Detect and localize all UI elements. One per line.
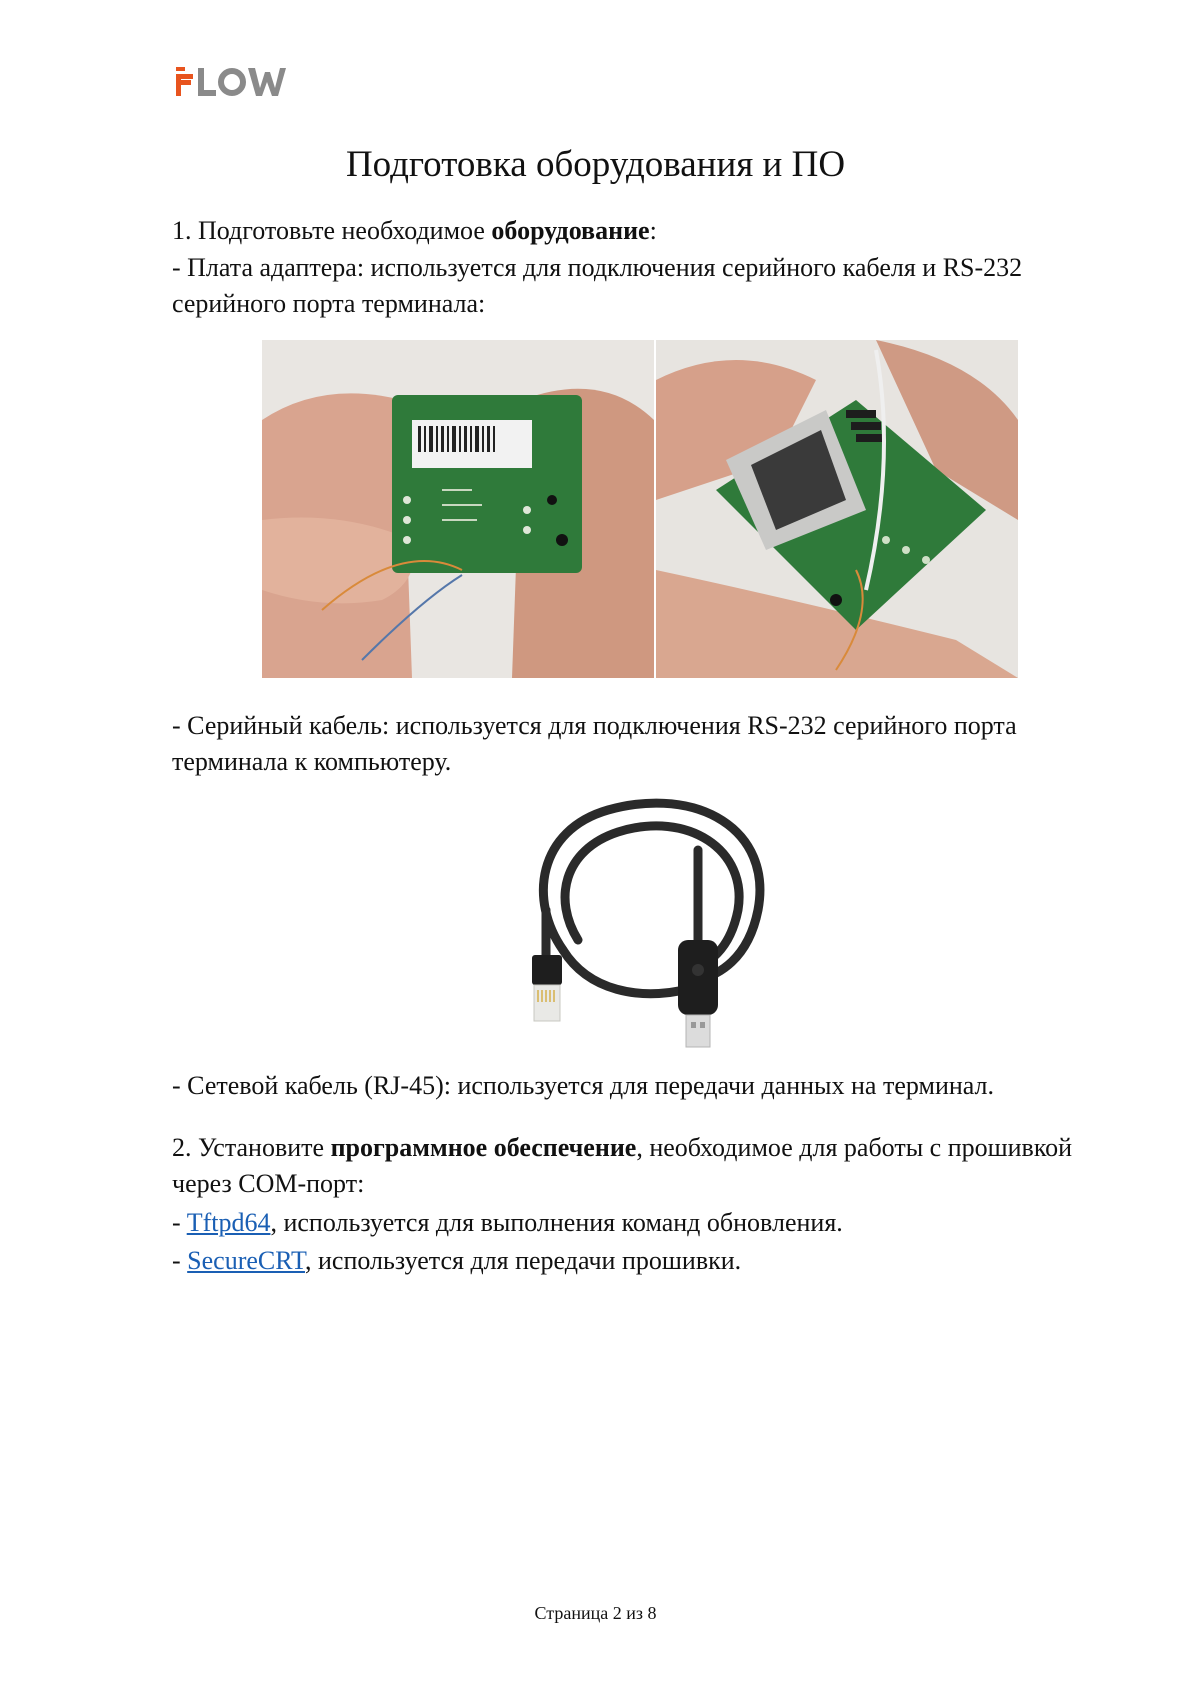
- adapter-board-photo-front: [656, 340, 1018, 678]
- software-item-tftpd64: [172, 1205, 1122, 1241]
- adapter-board-photo-back: [262, 340, 654, 678]
- step-2-heading: [172, 1130, 1122, 1202]
- logo-low-letters: [198, 68, 286, 96]
- step-1-prefix: 1. Подготовьте необходимое: [172, 216, 492, 245]
- step-2-prefix: 2. Установите: [172, 1133, 331, 1162]
- step-1-heading: [172, 213, 1122, 249]
- rj45-connector: [532, 955, 562, 1021]
- tftpd64-link[interactable]: Tftpd64: [186, 1208, 271, 1237]
- securecrt-link[interactable]: SecureCRT: [187, 1246, 305, 1275]
- page-title: Подготовка оборудования и ПО: [345, 144, 846, 185]
- step-1-bold: оборудование: [491, 216, 650, 245]
- serial-cable-text: - Серийный кабель: используется для подключения RS-232 серийного порта терминала к компьютеру.: [172, 711, 1017, 776]
- page-number: Страница 2 из 8: [534, 1603, 657, 1623]
- logo-f-mark: [176, 67, 193, 96]
- step-2-suffix: , необходимое для работы с прошивкой через COM-порт:: [172, 1133, 1073, 1198]
- software-item-securecrt: [172, 1243, 1122, 1279]
- software-dash: -: [172, 1208, 187, 1237]
- software-desc: , используется для передачи прошивки.: [304, 1246, 742, 1275]
- serial-cable-image: [518, 790, 788, 1052]
- step-1-suffix: :: [649, 216, 657, 245]
- flow-logo: [176, 64, 286, 100]
- step-2-bold: программное обеспечение: [330, 1133, 637, 1162]
- software-dash: -: [172, 1246, 188, 1275]
- adapter-board-text: - Плата адаптера: используется для подключения серийного кабеля и RS-232 серийного порта терминала:: [172, 253, 1023, 318]
- network-cable-text: - Сетевой кабель (RJ-45): используется для передачи данных на терминал.: [172, 1071, 995, 1100]
- software-desc: , используется для выполнения команд обновления.: [270, 1208, 843, 1237]
